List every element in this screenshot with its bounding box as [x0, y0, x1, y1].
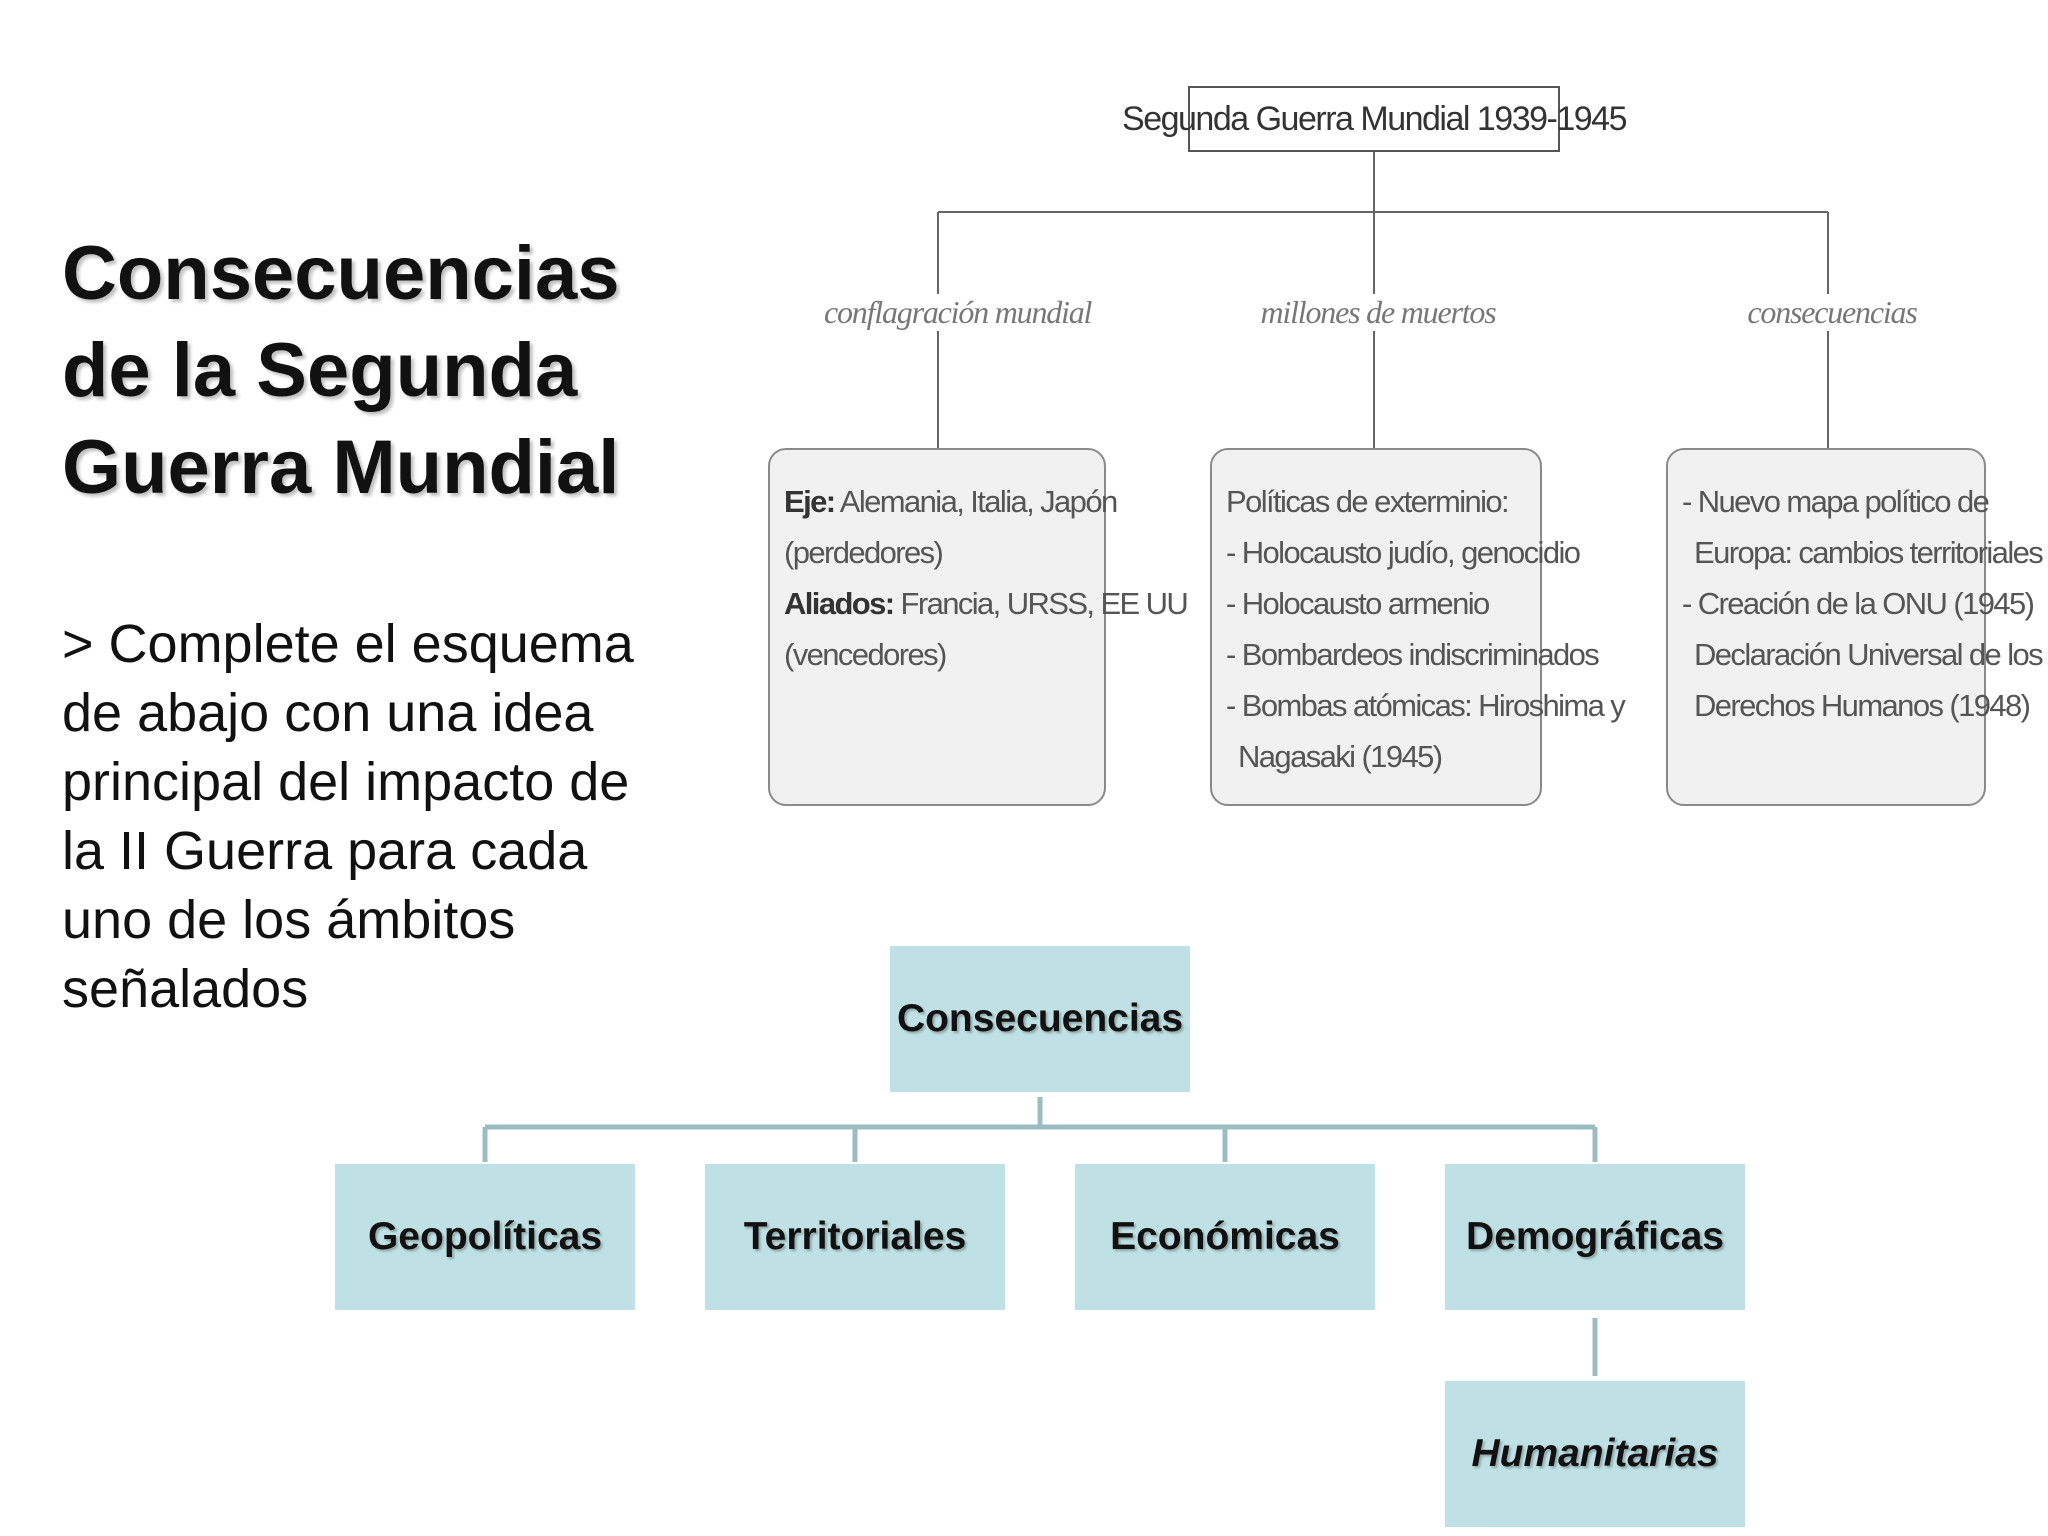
scheme-info-box-2: [1210, 448, 1625, 806]
scheme-box-3-line-5: Derechos Humanos (1948): [1694, 688, 2030, 723]
scheme-box-3-line-1: - Nuevo mapa político de: [1682, 484, 1989, 519]
scheme-branch-label-1: conflagración mundial: [820, 294, 1064, 331]
org-box-economicas: Económicas: [1075, 1164, 1375, 1310]
org-box-geopoliticas: Geopolíticas: [335, 1164, 635, 1310]
org-box-demograficas: Demográficas: [1445, 1164, 1745, 1310]
scheme-box-1-line-4: (vencedores): [784, 637, 946, 672]
instruction-line-3: principal del impacto de: [62, 752, 630, 812]
title-line-2: de la Segunda: [62, 328, 578, 413]
instruction-line-1: > Complete el esquema: [62, 614, 634, 674]
scheme-box-3-line-4: Declaración Universal de los: [1694, 637, 2043, 672]
scheme-box-3-line-2: Europa: cambios territoriales: [1694, 535, 2043, 570]
scheme-box-2-line-4: - Bombardeos indiscriminados: [1226, 637, 1599, 672]
scheme-box-2-line-5: - Bombas atómicas: Hiroshima y: [1226, 688, 1625, 723]
scheme-box-2-line-2: - Holocausto judío, genocidio: [1226, 535, 1580, 570]
instruction-line-5: uno de los ámbitos: [62, 890, 516, 950]
org-box-territoriales: Territoriales: [705, 1164, 1005, 1310]
instruction-line-2: de abajo con una idea: [62, 683, 594, 743]
org-root-box: Consecuencias: [890, 946, 1190, 1092]
org-connectors: [485, 1097, 1595, 1376]
org-box-humanitarias: Humanitarias: [1445, 1381, 1745, 1527]
scheme-branch-label-3: consecuencias: [1738, 294, 1926, 331]
scheme-info-box-3: [1666, 448, 2043, 806]
title-line-1: Consecuencias: [62, 231, 620, 316]
scheme-root-box: Segunda Guerra Mundial 1939-1945: [1188, 86, 1560, 152]
title-line-3: Guerra Mundial: [62, 425, 620, 510]
scheme-box-2-line-1: Políticas de exterminio:: [1226, 484, 1509, 519]
scheme-box-1-line-2: (perdedores): [784, 535, 943, 570]
instruction-line-6: señalados: [62, 959, 309, 1019]
scheme-box-2-line-6: Nagasaki (1945): [1238, 739, 1442, 774]
scheme-box-1-line-1: Eje: Alemania, Italia, Japón: [784, 484, 1117, 519]
scheme-box-3-line-3: - Creación de la ONU (1945): [1682, 586, 2034, 621]
scheme-branch-label-2: millones de muertos: [1256, 294, 1500, 331]
scheme-box-2-line-3: - Holocausto armenio: [1226, 586, 1489, 621]
instruction-line-4: la II Guerra para cada: [62, 821, 588, 881]
scheme-box-1-line-3: Aliados: Francia, URSS, EE UU: [784, 586, 1188, 621]
scheme-info-box-1: [768, 448, 1188, 806]
